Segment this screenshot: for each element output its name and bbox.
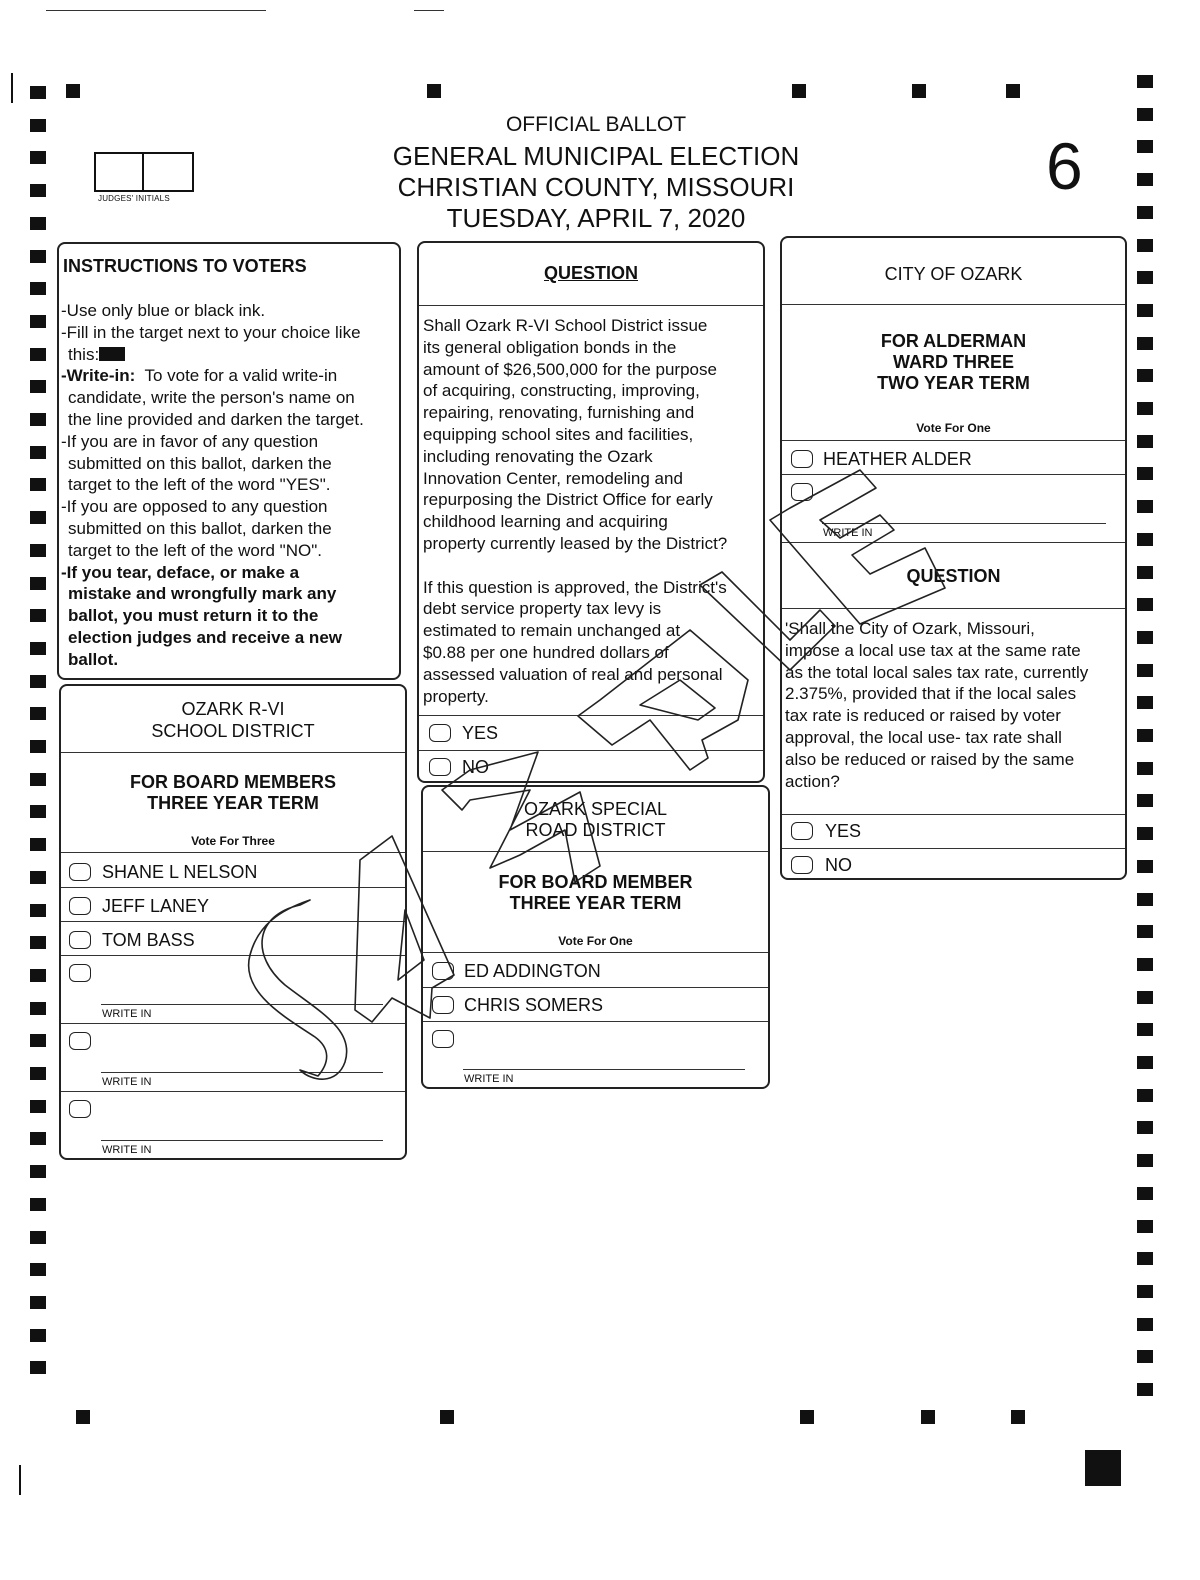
county-name: CHRISTIAN COUNTY, MISSOURI (397, 172, 795, 202)
question-text: 'Shall the City of Ozark, Missouri, impose a local use tax at the same rate as the total local sales tax rate, currently 2.375%, provided that if the local sales tax rate is reduced or raised by voter approval, the local use- tax rate shall also be reduced or raised by the same action? (785, 619, 1089, 791)
instruction-line: submitted on this ballot, darken the (68, 518, 332, 538)
instruction-line: candidate, write the person's name on (68, 388, 355, 408)
instruction-line: this: (61, 344, 364, 366)
jurisdiction-title: SCHOOL DISTRICT (151, 721, 315, 741)
instruction-line: target to the left of the word "NO". (68, 540, 322, 560)
contest-title: FOR BOARD MEMBER (498, 872, 693, 892)
candidate-name: TOM BASS (102, 930, 195, 950)
contest-term: THREE YEAR TERM (509, 893, 682, 913)
election-date: TUESDAY, APRIL 7, 2020 (446, 203, 746, 233)
write-in-label: WRITE IN (102, 1076, 152, 1088)
instruction-line: target to the left of the word "YES". (68, 475, 331, 495)
instruction-line: ballot. (68, 649, 119, 669)
watermark-letter-s (249, 900, 347, 1079)
write-in-label: WRITE IN (102, 1008, 152, 1020)
no-label: NO (825, 855, 852, 875)
write-in-label: WRITE IN (102, 1144, 152, 1156)
instruction-line: -Fill in the target next to your choice like (61, 322, 361, 342)
instruction-line: -If you tear, deface, or make a (61, 562, 300, 582)
instruction-line: -Use only blue or black ink. (61, 301, 266, 320)
contest-title: FOR BOARD MEMBERS (130, 772, 336, 792)
contest-title: FOR ALDERMAN (880, 331, 1027, 351)
candidate-name: HEATHER ALDER (823, 449, 972, 469)
jurisdiction-title: OZARK R-VI (181, 699, 285, 719)
jurisdiction-title: ROAD DISTRICT (525, 820, 666, 840)
vote-for-label: Vote For Three (191, 834, 275, 848)
instruction-line: election judges and receive a new (68, 627, 342, 647)
question-title: QUESTION (906, 566, 1001, 586)
write-in-label: WRITE IN (823, 527, 873, 539)
watermark-letter-m (442, 752, 600, 882)
watermark-letter-a (355, 836, 454, 1022)
instruction-line: -Write-in: To vote for a valid write-in (61, 366, 338, 386)
election-name: GENERAL MUNICIPAL ELECTION (392, 141, 800, 171)
watermark-letter-e (770, 470, 945, 624)
no-label: NO (462, 757, 489, 777)
instruction-line: mistake and wrongfully mark any (68, 584, 337, 604)
judges-initials-label: JUDGES' INITIALS (98, 194, 170, 203)
jurisdiction-title: OZARK SPECIAL (523, 799, 668, 819)
write-in-label: WRITE IN (464, 1073, 514, 1085)
candidate-name: CHRIS SOMERS (464, 995, 604, 1015)
contest-title: WARD THREE (893, 352, 1014, 372)
contest-term: TWO YEAR TERM (877, 373, 1030, 393)
yes-label: YES (462, 723, 499, 743)
yes-label: YES (825, 821, 862, 841)
instruction-line: the line provided and darken the target. (68, 409, 364, 429)
ballot-title: OFFICIAL BALLOT (505, 113, 687, 136)
candidate-name: ED ADDINGTON (464, 961, 601, 981)
question-title: QUESTION (543, 263, 638, 283)
instruction-line: ballot, you must return it to the (68, 606, 319, 626)
candidate-name: JEFF LANEY (102, 896, 210, 916)
contest-term: THREE YEAR TERM (147, 793, 319, 813)
jurisdiction-title: CITY OF OZARK (884, 264, 1023, 284)
instructions-title: INSTRUCTIONS TO VOTERS (63, 256, 307, 276)
vote-for-label: Vote For One (916, 421, 991, 435)
ballot-number: 6 (1046, 129, 1083, 203)
question-text: Shall Ozark R-VI School District issue its general obligation bonds in the amount of $26,500,000 for the purpose of acquiring, constructing, improving, repairing, renovating, furnishing and equipping school sites and facilities, including renovating the Ozark Innovation Center, remodeling and repurposing the District Office for early childhood learning and acquiring property currently leased by the District? If this question is approved, the District's debt service property tax levy is estimated to remain unchanged at $0.88 per one hundred dollars of assessed valuation of real and personal property. (423, 316, 728, 706)
vote-for-label: Vote For One (558, 934, 633, 948)
instruction-line: submitted on this ballot, darken the (68, 453, 332, 473)
instruction-line: -If you are in favor of any question (61, 431, 319, 451)
instruction-line: -If you are opposed to any question (61, 497, 328, 517)
watermark-letter-p (578, 630, 748, 770)
candidate-name: SHANE L NELSON (102, 862, 258, 882)
